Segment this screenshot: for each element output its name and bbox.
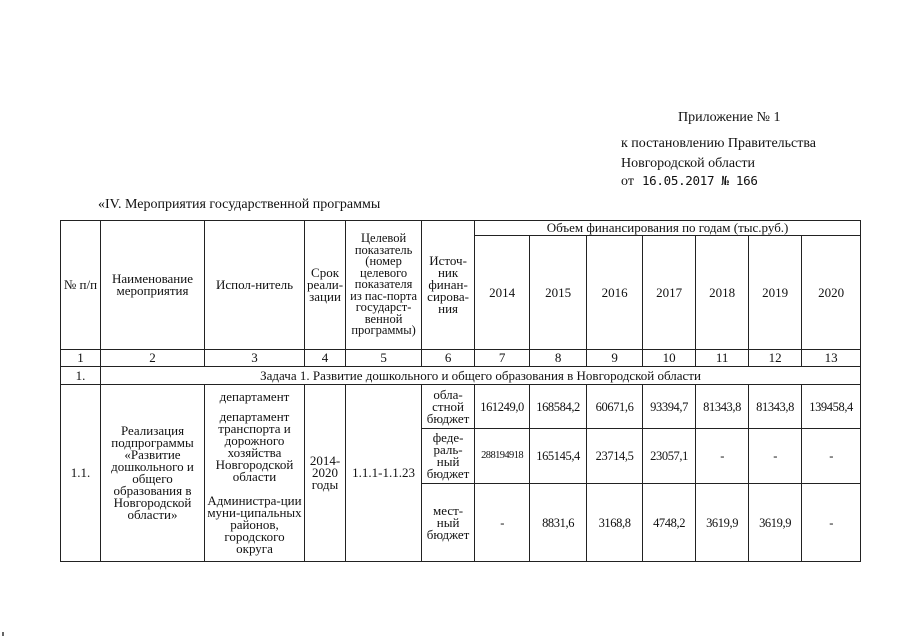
appendix-line-2: Новгородской области [621,156,755,171]
header-funding: Объем финансирования по годам (тыс.руб.) [475,221,861,236]
funding-value: 93394,7 [643,385,696,429]
funding-value: 161249,0 [475,385,530,429]
task-row [61,367,861,385]
executor-municipal-administrations: Администра-ции муни-ципальных районов, городского округа [207,493,302,556]
column-number: 11 [696,350,749,367]
header-year: 2017 [643,236,696,350]
task-title: Задача 1. Развитие дошкольного и общего образования в Новгородской области [101,367,861,385]
appendix-date-stamp: 16.05.2017 № 166 [641,173,758,188]
appendix-line-1: к постановлению Правительства [621,136,817,151]
funding-value: 23057,1 [643,429,696,484]
header-year: 2014 [475,236,530,350]
column-number: 8 [530,350,587,367]
funding-value: - [696,429,749,484]
executor-department: департамент [219,389,290,404]
column-number: 4 [305,350,346,367]
funding-value: 60671,6 [587,385,643,429]
header-num: № п/п [61,221,101,350]
column-number: 3 [205,350,305,367]
funding-row [61,385,861,429]
program-measures-table [60,220,861,562]
funding-value: 3619,9 [696,484,749,562]
header-year: 2019 [749,236,802,350]
scan-mark [2,632,4,636]
column-number: 1 [61,350,101,367]
column-number: 13 [802,350,861,367]
column-number: 5 [346,350,422,367]
header-term: Срок реали-зации [305,221,346,350]
appendix-line-3 [621,171,758,192]
column-number: 2 [101,350,205,367]
executor-transport-department: департамент транспорта и дорожного хозяйства Новгородской области [215,409,294,484]
item-name: Реализация подпрограммы «Развитие дошкольного и общего образования в Новгородской области» [101,385,205,562]
funding-value: 8831,6 [530,484,587,562]
header-executor: Испол-нитель [205,221,305,350]
funding-value: 81343,8 [696,385,749,429]
task-number: 1. [61,367,101,385]
funding-value: - [802,429,861,484]
appendix-title: Приложение № 1 [678,110,781,125]
header-year: 2016 [587,236,643,350]
funding-source: мест-ный бюджет [422,484,475,562]
item-executors [205,385,305,562]
header-year: 2020 [802,236,861,350]
column-number: 7 [475,350,530,367]
column-number: 9 [587,350,643,367]
header-row-1 [61,221,861,236]
funding-value: - [802,484,861,562]
column-number: 6 [422,350,475,367]
funding-source: обла-стной бюджет [422,385,475,429]
funding-value: 81343,8 [749,385,802,429]
funding-value: 3168,8 [587,484,643,562]
column-number: 10 [643,350,696,367]
funding-value: 23714,5 [587,429,643,484]
column-number-row [61,350,861,367]
item-indicator: 1.1.1-1.1.23 [346,385,422,562]
funding-value: 4748,2 [643,484,696,562]
funding-value: 139458,4 [802,385,861,429]
header-indicator: Целевой показатель (номер целевого показателя из пас-порта государст-венной программы) [346,221,422,350]
funding-value: 288194918 [475,429,530,484]
section-heading: «IV. Мероприятия государственной программы [98,197,381,212]
header-year: 2018 [696,236,749,350]
item-number: 1.1. [61,385,101,562]
header-year: 2015 [530,236,587,350]
item-term: 2014-2020 годы [305,385,346,562]
funding-value: - [475,484,530,562]
funding-value: 3619,9 [749,484,802,562]
header-name: Наименование мероприятия [101,221,205,350]
column-number: 12 [749,350,802,367]
appendix-date-prefix: от [621,174,634,189]
funding-value: 165145,4 [530,429,587,484]
funding-value: - [749,429,802,484]
funding-source: феде-раль-ный бюджет [422,429,475,484]
header-source: Источ-ник финан-сирова-ния [422,221,475,350]
funding-value: 168584,2 [530,385,587,429]
